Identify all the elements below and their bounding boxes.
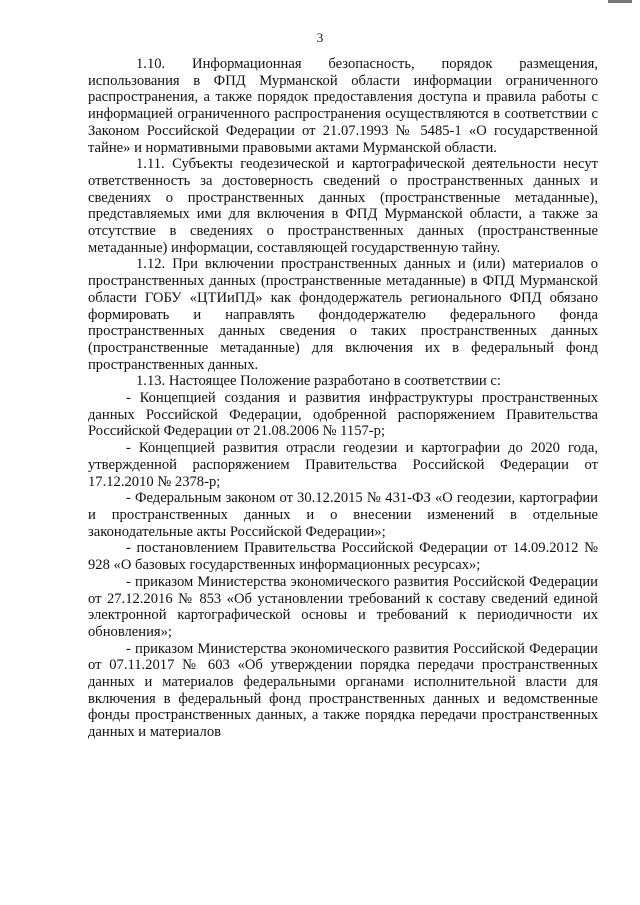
paragraph-1-12: 1.12. При включении пространственных данных и (или) материалов о пространственных данных (пространственные метаданные) в ФПД Мурманской области ГОБУ «ЦТИиПД» как фондодержатель регионального ФПД обязано формировать и направлять фондодержателю федерального фонда пространственных данных сведения о таких пространственных данных (пространственные метаданные) для включения их в федеральный фонд пространственных данных.: [88, 256, 598, 373]
paragraph-1-13: 1.13. Настоящее Положение разработано в соответствии с:: [136, 373, 501, 390]
paragraph-1-11: 1.11. Субъекты геодезической и картографической деятельности несут ответственность за достоверность сведений о пространственных данных и сведениях о пространственных данных (пространственные метаданные), представляемых ими для включения в ФПД Мурманской области, а также за отсутствие в сведениях о пространственных данных (пространственные метаданные) информации, составляющей государственную тайну.: [88, 156, 598, 256]
list-item-concept-geodesy: - Концепцией развития отрасли геодезии и картографии до 2020 года, утвержденной распоряжением Правительства Российской Федерации от 17.12.2010 № 2378-р;: [88, 440, 598, 490]
scan-corner-mark: [608, 0, 632, 3]
list-item-order-603: - приказом Министерства экономического развития Российской Федерации от 07.11.2017 № 603 «Об утверждении порядка передачи пространственных данных и материалов федеральными органами исполнительной власти для включения в федеральный фонд пространственных данных и ведомственные фонды пространственных данных, а также порядка передачи пространственных данных и материалов: [88, 640, 598, 741]
list-item-resolution-928: - постановлением Правительства Российской Федерации от 14.09.2012 № 928 «О базовых государственных информационных ресурсах»;: [88, 540, 598, 574]
page-number: 3: [316, 30, 324, 45]
document-body: [88, 56, 598, 741]
list-item-concept-sdi: - Концепцией создания и развития инфраструктуры пространственных данных Российской Федерации, одобренной распоряжением Правительства Российской Федерации от 21.08.2006 № 1157-р;: [88, 390, 598, 440]
list-item-order-853: - приказом Министерства экономического развития Российской Федерации от 27.12.2016 № 853 «Об установлении требований к составу сведений единой электронной картографической основы и требований к периодичности их обновления»;: [88, 573, 598, 640]
list-item-federal-law-431: - Федеральным законом от 30.12.2015 № 431-ФЗ «О геодезии, картографии и пространственных данных и о внесении изменений в отдельные законодательные акты Российской Федерации»;: [88, 490, 598, 540]
paragraph-1-10: 1.10. Информационная безопасность, порядок размещения, использования в ФПД Мурманской области информации ограниченного распространения, а также порядок предоставления доступа и правила работы с информацией ограниченного распространения осуществляются в соответствии с Законом Российской Федерации от 21.07.1993 № 5485-1 «О государственной тайне» и нормативными правовыми актами Мурманской области.: [88, 56, 598, 156]
